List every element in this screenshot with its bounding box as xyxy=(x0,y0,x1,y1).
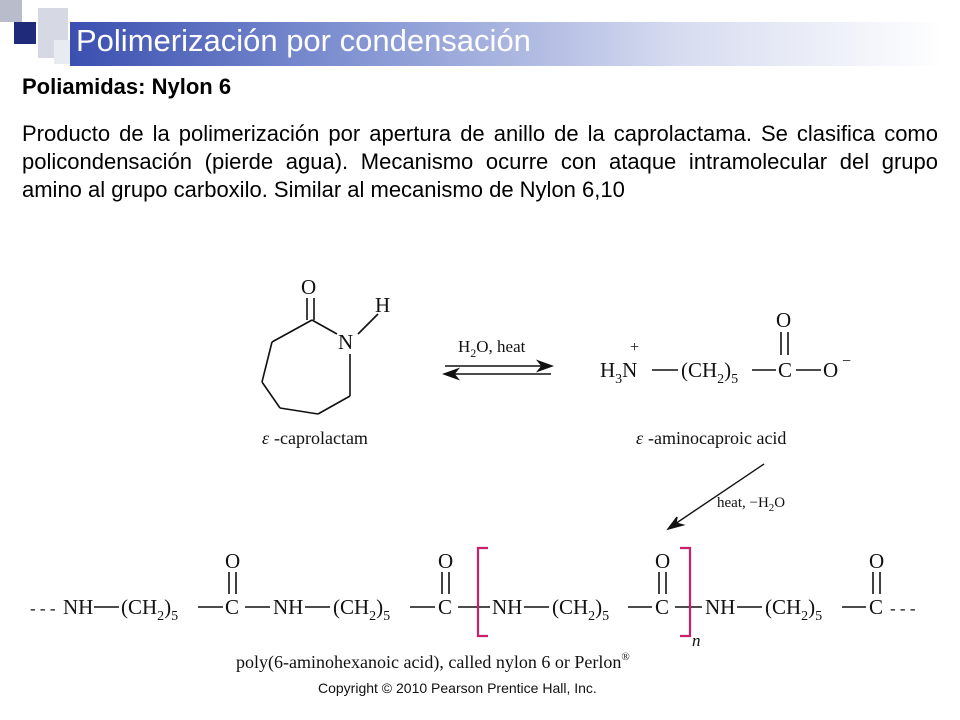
caprolactam-epsilon: ε xyxy=(262,428,270,448)
poly-nh-4: NH xyxy=(705,595,736,619)
r-b: O xyxy=(774,495,786,511)
acid-sub5: 5 xyxy=(731,372,739,387)
acid-n: N xyxy=(622,358,638,382)
reaction-label xyxy=(717,495,785,514)
acid-c: C xyxy=(778,358,793,382)
poly-ch-3: $(CH_2)_5$ xyxy=(552,595,610,624)
caprolactam-label: -caprolactam xyxy=(274,428,368,448)
acid-o-minus: O xyxy=(823,358,839,382)
slide-subtitle: Poliamidas: Nylon 6 xyxy=(22,74,232,99)
eq-sub: 2 xyxy=(470,346,477,360)
poly-o-3: O xyxy=(655,549,671,573)
poly-nh-3: NH xyxy=(492,595,523,619)
decor-square-navy xyxy=(14,22,36,44)
acid-plus: + xyxy=(630,339,640,356)
poly-ch-4: $(CH_2)_5$ xyxy=(765,595,823,624)
acid-sub2: 2 xyxy=(717,372,725,387)
poly-o-2: O xyxy=(438,549,454,573)
caprolactam-h: H xyxy=(375,293,391,317)
acid-label: -aminocaproic acid xyxy=(648,428,787,448)
poly-c-4: C xyxy=(869,595,884,619)
r-sub: 2 xyxy=(768,502,775,514)
decor-square-light xyxy=(54,40,70,64)
slide-paragraph: Producto de la polimerización por apertura de anillo de la caprolactama. Se clasifica como policondensación (pierde agua). Mecanismo ocurre con ataque intramolecular del grupo amino al grupo carboxilo. Similar al mecanismo de Nylon 6,10 xyxy=(22,121,938,202)
equilibrium-arrow xyxy=(444,361,552,379)
poly-o-1: O xyxy=(225,549,241,573)
r-a: heat, −H xyxy=(717,495,769,511)
poly-ch-1: $(CH_2)_5$ xyxy=(121,595,179,624)
acid-chain xyxy=(681,358,738,387)
caprolactam-structure xyxy=(262,298,378,414)
reaction-scheme xyxy=(0,270,960,675)
acid-epsilon: ε xyxy=(636,428,644,448)
caprolactam-n: N xyxy=(338,330,354,354)
slide-title: Polimerización por condensación xyxy=(76,23,531,58)
acid-h: H xyxy=(600,358,616,382)
acid-sub3: 3 xyxy=(615,372,623,387)
poly-c-3: C xyxy=(655,595,670,619)
dash-left: - - - xyxy=(30,599,56,618)
repeat-n: n xyxy=(692,631,701,650)
acid-minus: − xyxy=(842,353,852,370)
equilibrium-label xyxy=(458,337,526,360)
caprolactam-o: O xyxy=(301,275,317,299)
acid-formula xyxy=(600,358,637,387)
acid-ch: (CH xyxy=(681,358,718,382)
eq-h: H xyxy=(458,337,471,356)
poly-o-4: O xyxy=(869,549,885,573)
poly-nh-1: NH xyxy=(63,595,94,619)
copyright: Copyright © 2010 Pearson Prentice Hall, Inc. xyxy=(318,680,597,696)
polymer-chain xyxy=(30,549,916,624)
dash-right: - - - xyxy=(890,599,916,618)
polymer-caption: poly(6-aminohexanoic acid), called nylon 6 or Perlon® xyxy=(236,651,630,672)
acid-close: ) xyxy=(724,358,732,382)
poly-c-2: C xyxy=(438,595,453,619)
poly-nh-2: NH xyxy=(273,595,304,619)
eq-rest: O, heat xyxy=(476,337,526,356)
acid-o-top: O xyxy=(776,308,792,332)
poly-c-1: C xyxy=(225,595,240,619)
poly-ch-2: $(CH_2)_5$ xyxy=(333,595,391,624)
decor-square-grey xyxy=(0,0,22,22)
